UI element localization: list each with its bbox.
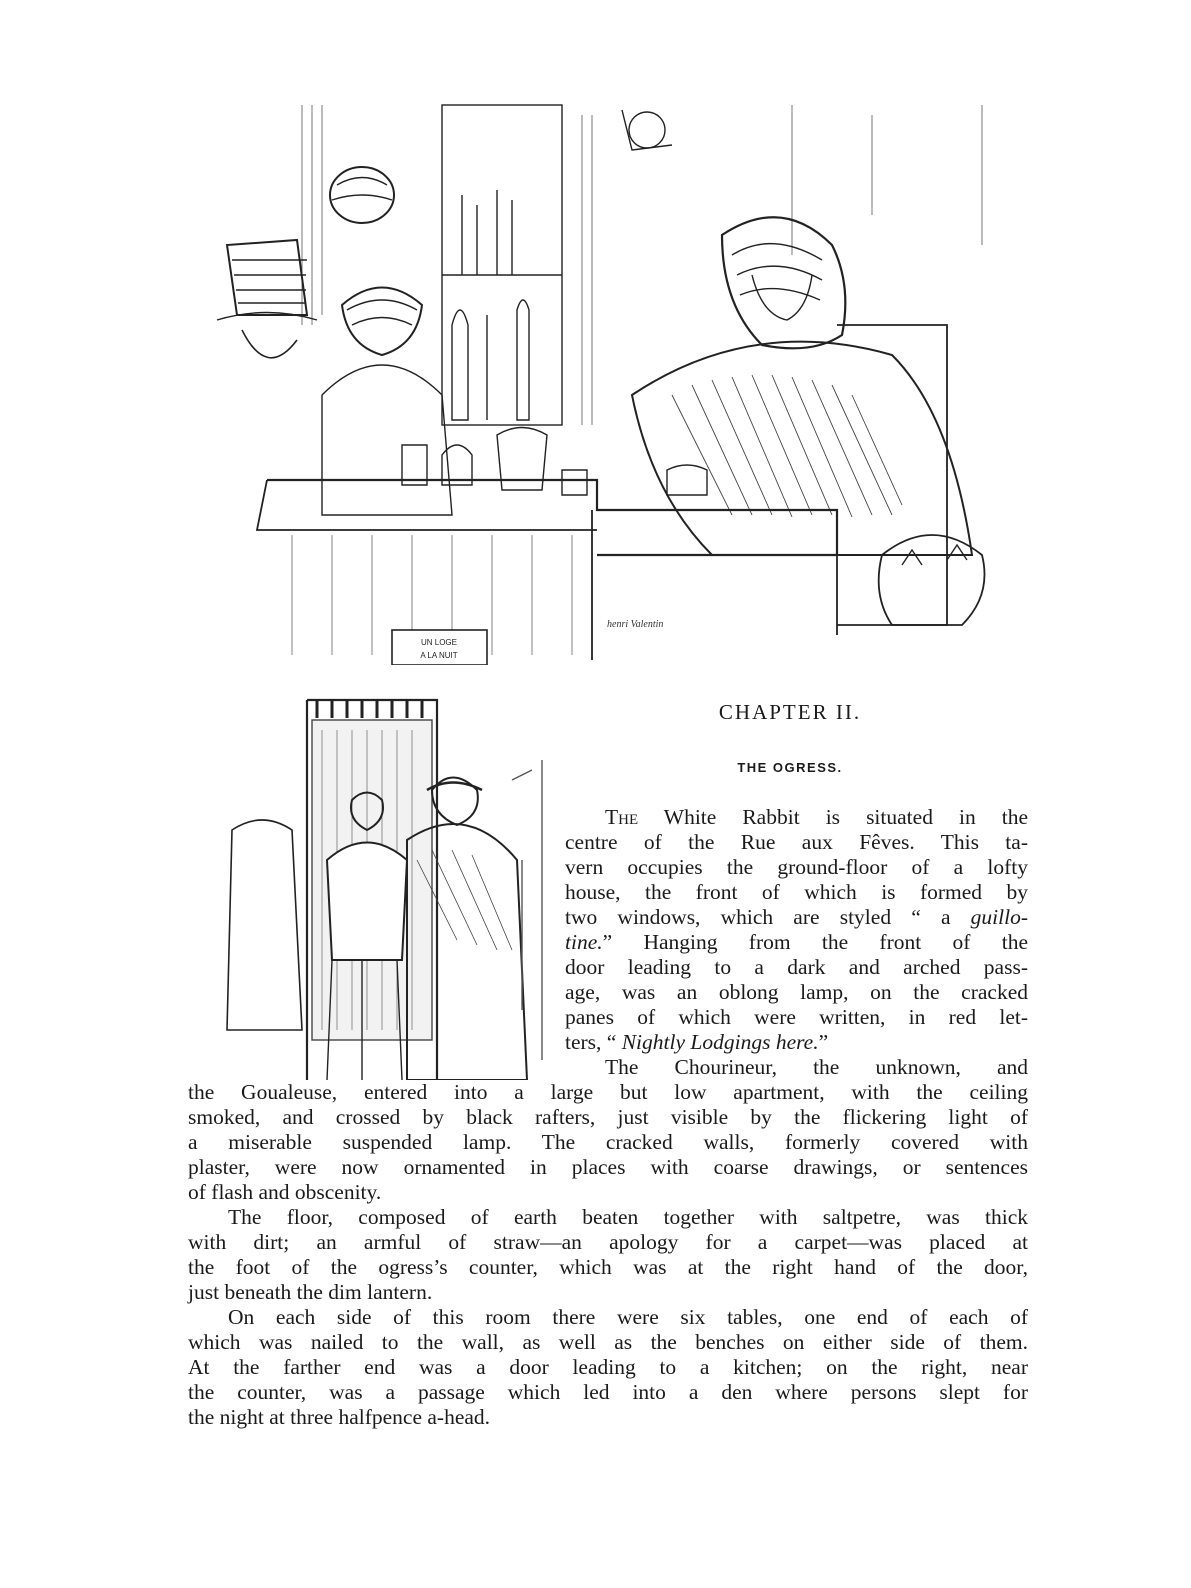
text-line: door leading to a dark and arched pass- bbox=[565, 955, 1028, 979]
text-line: the counter, was a passage which led into a den where persons slept for bbox=[188, 1380, 1028, 1404]
drop-word: The bbox=[605, 805, 639, 829]
text-line: just beneath the dim lantern. bbox=[188, 1280, 433, 1304]
text-line: On each side of this room there were six tables, one end of each of bbox=[228, 1305, 1028, 1329]
text-line: At the farther end was a door leading to a kitchen; on the right, near bbox=[188, 1355, 1028, 1379]
text-line: ters, “ Nightly Lodgings here.” bbox=[565, 1030, 829, 1054]
sign-line1: UN LOGE bbox=[420, 638, 458, 647]
text-line: the foot of the ogress’s counter, which was at the right hand of the door, bbox=[188, 1255, 1028, 1279]
text-line: the Goualeuse, entered into a large but low apartment, with the ceiling bbox=[188, 1080, 1028, 1104]
text-line: two windows, which are styled “ a guillo- bbox=[565, 905, 1028, 929]
paragraph-2 bbox=[188, 1080, 1028, 1205]
text-line: the night at three halfpence a-head. bbox=[188, 1405, 491, 1429]
tavern-counter-illustration bbox=[212, 95, 1002, 665]
text-line: a miserable suspended lamp. The cracked walls, formerly covered with bbox=[188, 1130, 1028, 1154]
paragraph-4 bbox=[188, 1305, 1028, 1430]
text-line: with dirt; an armful of straw—an apology for a carpet—was placed at bbox=[188, 1230, 1028, 1254]
text-line: vern occupies the ground-floor of a lofty bbox=[565, 855, 1028, 879]
text-line: panes of which were written, in red let- bbox=[565, 1005, 1028, 1029]
sign-line2: A LA NUIT bbox=[420, 651, 458, 660]
artist-signature: henri Valentin bbox=[607, 619, 664, 630]
text-line: house, the front of which is formed by bbox=[565, 880, 1028, 904]
paragraph-1 bbox=[565, 805, 1028, 1080]
chapter-subtitle: THE OGRESS. bbox=[737, 760, 843, 775]
text-line: centre of the Rue aux Fêves. This ta- bbox=[565, 830, 1028, 854]
text-line: age, was an oblong lamp, on the cracked bbox=[565, 980, 1028, 1004]
chapter-heading: CHAPTER II. bbox=[718, 700, 862, 724]
text-line: The Chourineur, the unknown, and bbox=[605, 1055, 1028, 1079]
text-line: The White Rabbit is situated in the bbox=[605, 805, 1028, 829]
text-line: of flash and obscenity. bbox=[188, 1180, 382, 1204]
text-line: which was nailed to the wall, as well as the benches on either side of them. bbox=[188, 1330, 1028, 1354]
text-line: The floor, composed of earth beaten together with saltpetre, was thick bbox=[228, 1205, 1028, 1229]
doorway-illustration bbox=[212, 660, 557, 1080]
paragraph-3 bbox=[188, 1205, 1028, 1305]
text-line: smoked, and crossed by black rafters, just visible by the flickering light of bbox=[188, 1105, 1028, 1129]
text-line: plaster, were now ornamented in places with coarse drawings, or sentences bbox=[188, 1155, 1028, 1179]
text-line: tine.” Hanging from the front of the bbox=[565, 930, 1028, 954]
